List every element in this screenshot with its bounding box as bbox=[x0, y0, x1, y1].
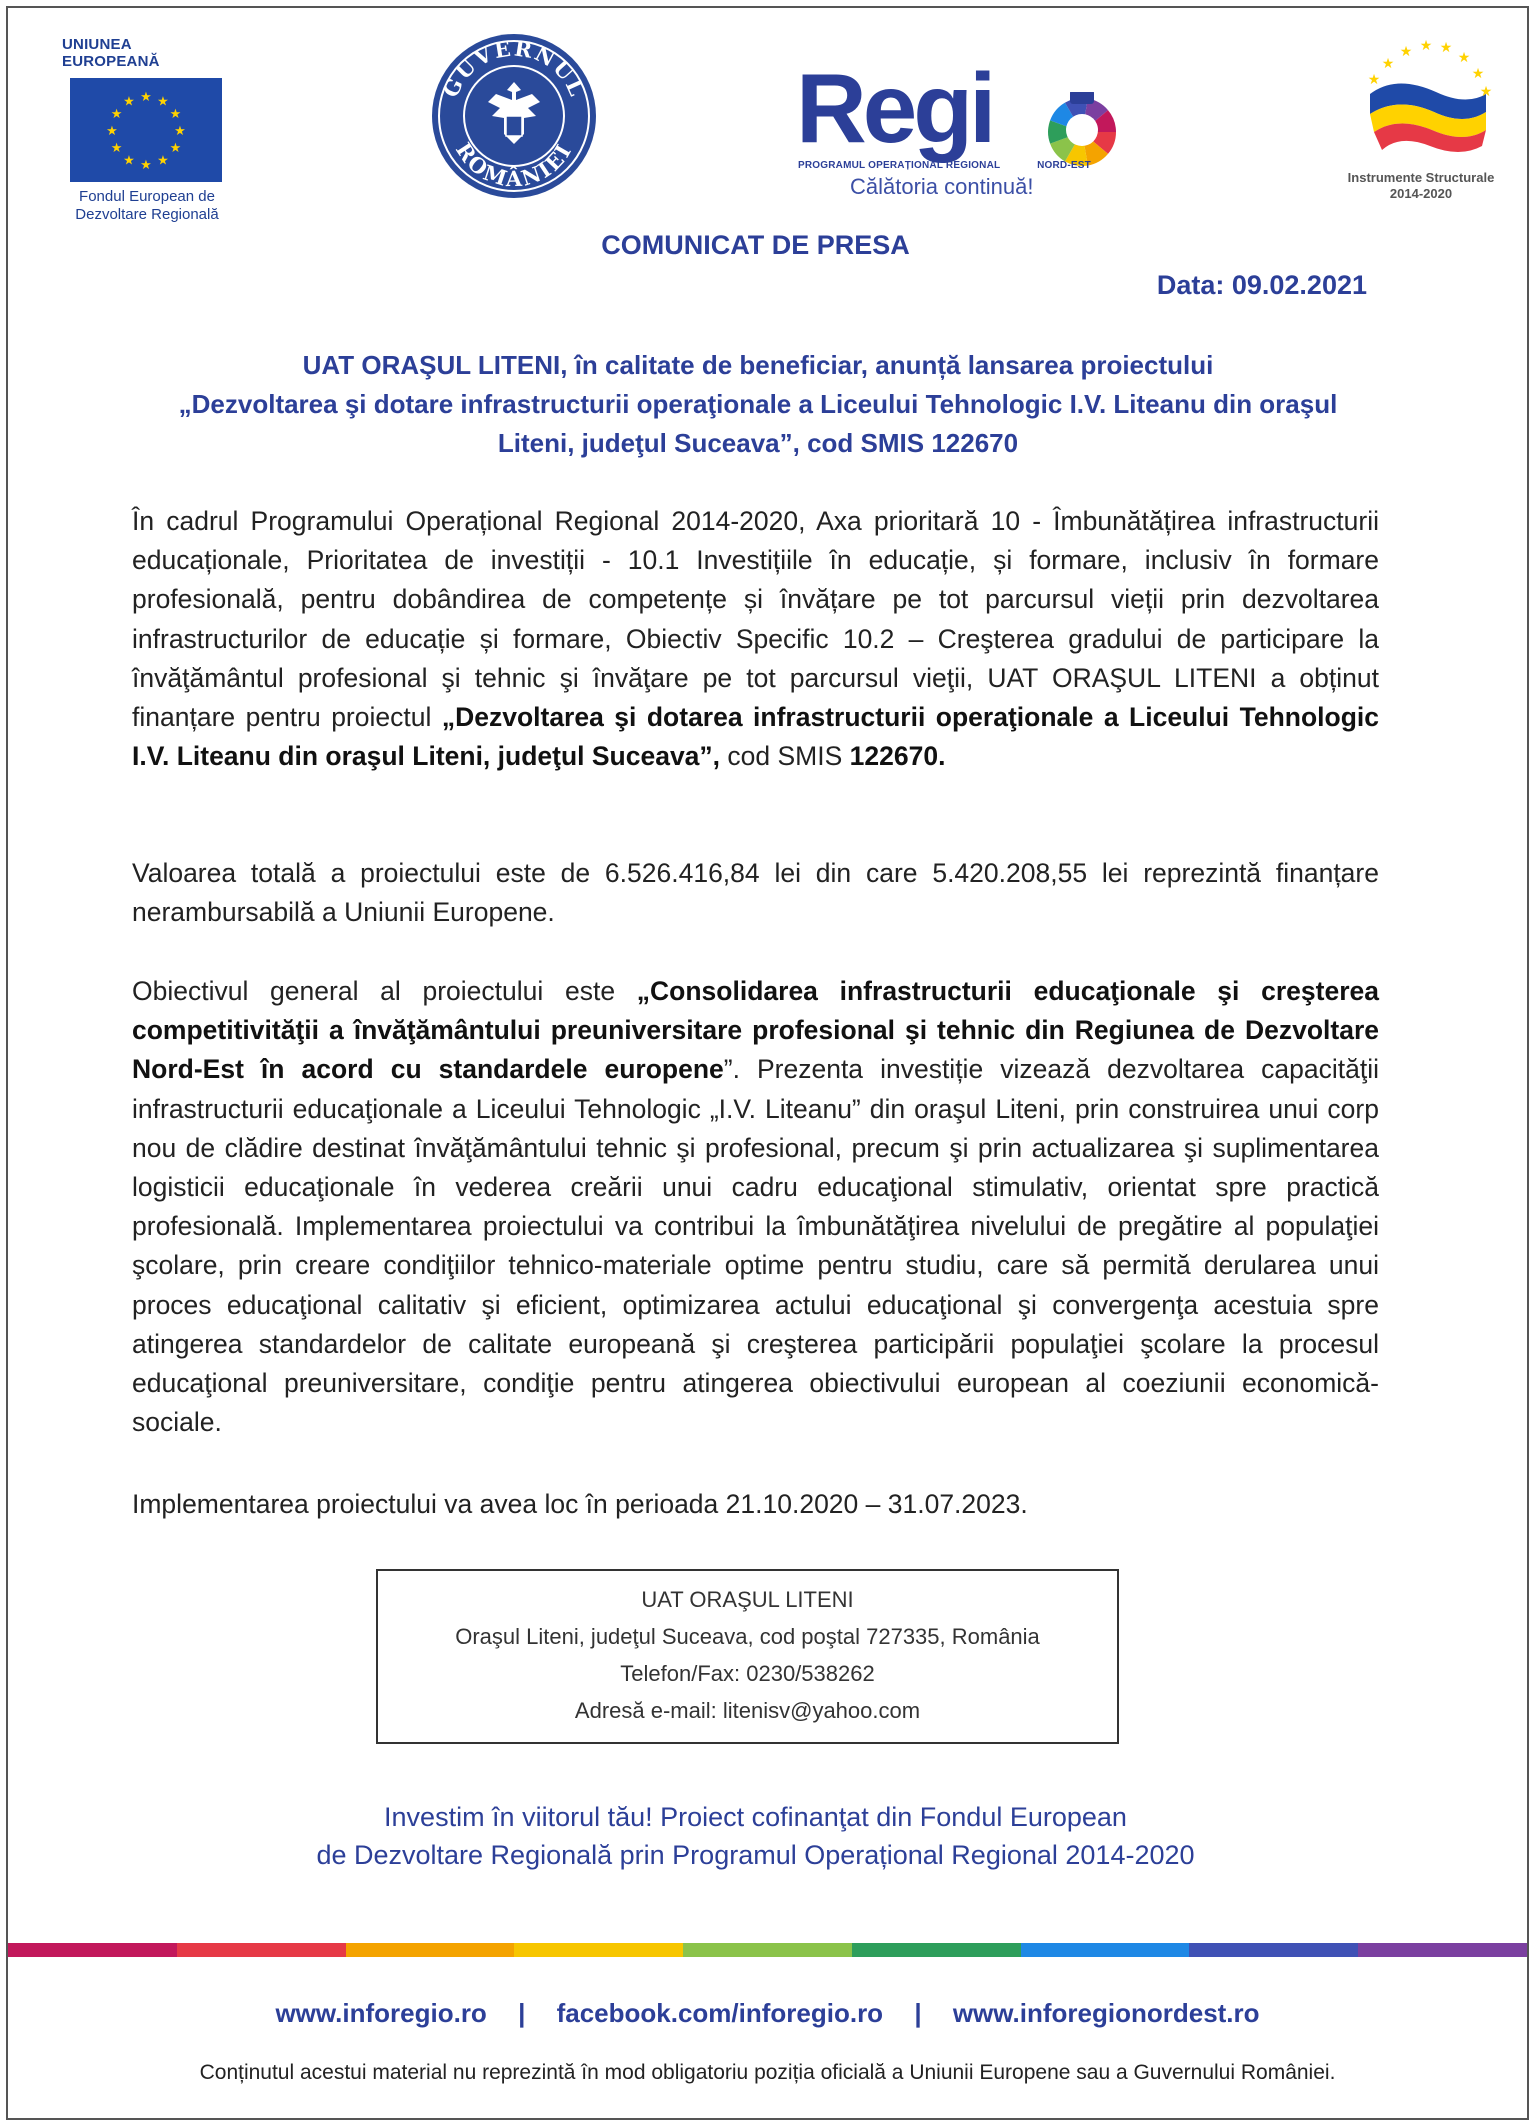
is-line1: Instrumente Structurale bbox=[1347, 170, 1495, 185]
contact-box bbox=[376, 1569, 1119, 1744]
svg-text:★: ★ bbox=[1419, 38, 1433, 54]
eu-star-icon: ★ bbox=[123, 94, 135, 110]
eu-star-icon: ★ bbox=[106, 124, 118, 139]
document-page bbox=[6, 6, 1529, 2120]
contact-address: Oraşul Liteni, judeţul Suceava, cod poştal 727335, România bbox=[455, 1624, 1040, 1649]
eu-stars-icon bbox=[70, 78, 222, 182]
rainbow-segment bbox=[177, 1943, 346, 1957]
link-separator: | bbox=[518, 1998, 526, 2028]
rainbow-segment bbox=[514, 1943, 683, 1957]
eu-logo-title: UNIUNEA EUROPEANĂ bbox=[62, 36, 160, 70]
document-title bbox=[148, 346, 1368, 463]
disclaimer: Conținutul acestui material nu reprezintă în mod obligatoriu poziția oficială a Uniunii Europene sau a Guvernului României. bbox=[199, 2061, 1336, 2084]
p3-rest: ”. Prezenta investiție vizează dezvoltarea capacităţii infrastructurii educaţionale a Liceului Tehnologic „I.V. Liteanu” din oraşul Liteni, prin construirea unui corp nou de clădire destinat învăţământului tehnic şi profesional, precum şi prin actualizarea şi suplimentarea logisticii educaţionale în vederea creării unui cadru educaţional stimulativ, orientat spre practică profesională. Implementarea proiectului va contribui la îmbunătăţirea nivelului de pregătire al populaţiei şcolare, prin creare condiţiilor tehnico-materiale optime pentru studiu, care să permită derularea unui proces educaţional calitativ şi eficient, optimizarea actului educaţional şi convergenţa acestuia spre atingerea standardelor de calitate europeană şi creşterea participării populaţiei şcolare la procesul educaţional preuniversitare, condiţie pentru atingerea obiectivului european al coeziunii economică-sociale. bbox=[132, 1054, 1379, 1438]
press-release-label: COMUNICAT DE PRESA bbox=[601, 230, 910, 260]
svg-text:★: ★ bbox=[1399, 44, 1413, 60]
eu-star-icon: ★ bbox=[110, 107, 123, 122]
paragraph-implementation-period: Implementarea proiectului va avea loc în perioada 21.10.2020 – 31.07.2023. bbox=[132, 1489, 1028, 1519]
p3-objective-bold: „Consolidarea infrastructurii educaţionale şi creşterea competitivităţii a învăţământului preuniversitare profesional şi tehnic din Regiunea de Dezvoltare Nord-Est în acord cu standardele europene bbox=[132, 976, 1379, 1085]
paragraph-project-value: Valoarea totală a proiectului este de 6.526.416,84 lei din care 5.420.208,55 lei reprezintă finanțare nerambursabilă a Uniunii Europene. bbox=[132, 858, 1379, 928]
svg-text:★: ★ bbox=[1381, 56, 1395, 72]
paragraph-program-context bbox=[132, 502, 1379, 776]
eu-star-icon: ★ bbox=[110, 141, 123, 156]
rainbow-segment bbox=[346, 1943, 515, 1957]
svg-text:★: ★ bbox=[1457, 50, 1471, 66]
svg-text:★: ★ bbox=[1479, 84, 1493, 100]
paragraph-objective bbox=[132, 972, 1379, 1442]
title-line2: „Dezvoltarea şi dotare infrastructurii operaţionale a Liceului Tehnologic I.V. Liteanu din oraşul bbox=[178, 389, 1338, 419]
contact-phone: Telefon/Fax: 0230/538262 bbox=[620, 1661, 875, 1686]
title-line3: Liteni, judeţul Suceava”, cod SMIS 122670 bbox=[497, 428, 1019, 458]
p1-tail: cod SMIS bbox=[720, 741, 850, 772]
p1-text: În cadrul Programului Operațional Regional 2014-2020, Axa prioritară 10 - Îmbunătățirea infrastructurii educaționale, Prioritatea de investiții - 10.1 Investițiile în educație, și formare, inclusiv în formare profesională, pentru dobândirea de competențe și învățare pe tot parcursul vieții prin dezvoltarea infrastructurilor de educație și formare, Obiectiv Specific 10.2 – Creşterea gradului de participare la învăţământul profesional şi tehnic şi învăţare pe tot parcursul vieţii, UAT ORAŞUL LITENI a obținut finanțare pentru proiectul bbox=[132, 506, 1379, 733]
regio-color-wheel-icon bbox=[1044, 92, 1120, 168]
slogan-line2: de Dezvoltare Regională prin Programul Operațional Regional 2014-2020 bbox=[316, 1840, 1195, 1870]
svg-text:★: ★ bbox=[1367, 72, 1381, 88]
svg-text:★: ★ bbox=[1439, 40, 1453, 56]
contact-email: Adresă e-mail: litenisv@yahoo.com bbox=[574, 1698, 921, 1723]
regio-program-name: PROGRAMUL OPERAȚIONAL REGIONAL bbox=[798, 160, 1001, 171]
government-logo bbox=[428, 30, 600, 202]
eu-subtitle-line1: Fondul European de bbox=[79, 188, 215, 205]
link-inforegionordest[interactable]: www.inforegionordest.ro bbox=[952, 1998, 1260, 2028]
rainbow-segment bbox=[1358, 1943, 1527, 1957]
p1-smis-code: 122670. bbox=[849, 741, 946, 772]
regio-logo bbox=[796, 53, 1126, 208]
link-separator: | bbox=[914, 1998, 922, 2028]
gov-ring-top-text: GUVERNUL bbox=[437, 35, 591, 102]
eu-flag-icon bbox=[70, 78, 222, 182]
rainbow-stripe bbox=[8, 1943, 1527, 1957]
rainbow-segment bbox=[8, 1943, 177, 1957]
rainbow-segment bbox=[683, 1943, 852, 1957]
instrumente-structurale-text bbox=[1326, 170, 1516, 202]
rainbow-segment bbox=[852, 1943, 1021, 1957]
eu-star-icon: ★ bbox=[157, 94, 169, 110]
contact-name: UAT ORAŞUL LITENI bbox=[641, 1587, 854, 1612]
eu-star-icon: ★ bbox=[157, 153, 169, 169]
svg-text:★: ★ bbox=[1471, 66, 1485, 82]
instrumente-structurale-icon bbox=[1326, 34, 1516, 169]
p1-project-name: „Dezvoltarea şi dotarea infrastructurii operaţionale a Liceului Tehnologic I.V. Liteanu din oraşul Liteni, judeţul Suceava”, bbox=[132, 702, 1379, 772]
eu-star-icon: ★ bbox=[169, 107, 182, 122]
eu-star-icon: ★ bbox=[140, 90, 152, 105]
rainbow-segment bbox=[1021, 1943, 1190, 1957]
title-line1: UAT ORAŞUL LITENI, în calitate de beneficiar, anunță lansarea proiectului bbox=[302, 350, 1214, 380]
eu-star-icon: ★ bbox=[140, 158, 152, 173]
eu-logo-subtitle bbox=[62, 188, 232, 224]
instrumente-structurale-logo bbox=[1326, 34, 1516, 204]
p3-lead: Obiectivul general al proiectului este bbox=[132, 976, 637, 1006]
eu-subtitle-line2: Dezvoltare Regională bbox=[75, 206, 219, 223]
regio-program-tag bbox=[798, 160, 1091, 171]
gov-ring-bottom-text: ROMÂNIEI bbox=[450, 137, 577, 192]
footer-links bbox=[8, 1998, 1527, 2029]
eu-logo bbox=[62, 36, 232, 224]
document-date: Data: 09.02.2021 bbox=[1156, 270, 1367, 300]
slogan-line1: Investim în viitorul tău! Proiect cofinanţat din Fondul European bbox=[384, 1802, 1127, 1832]
eu-star-icon: ★ bbox=[169, 141, 182, 156]
eu-star-icon: ★ bbox=[174, 124, 186, 139]
regio-wordmark: Regi bbox=[796, 53, 993, 163]
government-seal-icon bbox=[428, 30, 600, 202]
eu-star-icon: ★ bbox=[123, 153, 135, 169]
link-inforegio[interactable]: www.inforegio.ro bbox=[275, 1998, 487, 2028]
rainbow-segment bbox=[1189, 1943, 1358, 1957]
regio-region-name: NORD-EST bbox=[1037, 160, 1091, 171]
funding-slogan bbox=[8, 1798, 1503, 1874]
regio-tagline: Călătoria continuă! bbox=[850, 174, 1034, 199]
is-line2: 2014-2020 bbox=[1389, 186, 1453, 201]
link-facebook[interactable]: facebook.com/inforegio.ro bbox=[556, 1998, 884, 2028]
